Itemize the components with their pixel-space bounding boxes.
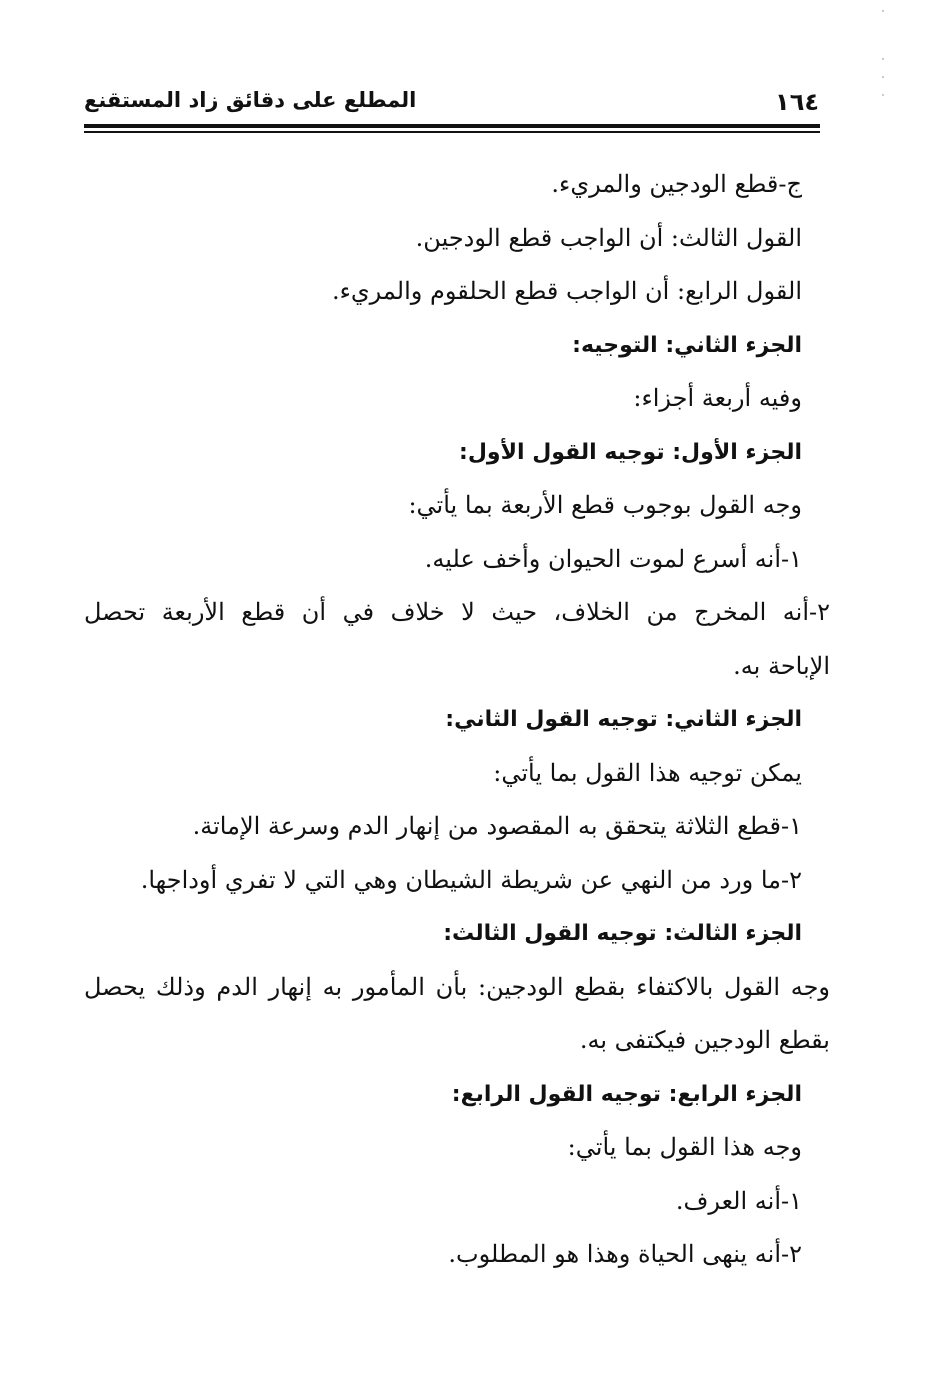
paragraph-line: يمكن توجيه هذا القول بما يأتي: — [493, 758, 802, 787]
section-heading: الجزء الرابع: توجيه القول الرابع: — [451, 1081, 802, 1107]
page-number: ١٦٤ — [775, 88, 819, 116]
paragraph-line: الإباحة به. — [733, 651, 830, 680]
section-heading: الجزء الثاني: توجيه القول الثاني: — [445, 707, 802, 732]
list-item: ٢-أنه ينهى الحياة وهذا هو المطلوب. — [448, 1240, 802, 1268]
paragraph-line: وجه القول بوجوب قطع الأربعة بما يأتي: — [408, 491, 802, 519]
paragraph-line: ج-قطع الودجين والمريء. — [551, 170, 802, 198]
list-item: ٢-أنه المخرج من الخلاف، حيث لا خلاف في أن قطع الأربعة تحصل — [84, 598, 830, 626]
header-rule-thick — [84, 124, 820, 128]
paragraph-line: وجه القول بالاكتفاء بقطع الودجين: بأن المأمور به إنهار الدم وذلك يحصل — [84, 972, 830, 1001]
paragraph-line: بقطع الودجين فيكتفى به. — [579, 1026, 830, 1054]
paragraph-line: القول الرابع: أن الواجب قطع الحلقوم والمريء. — [331, 277, 802, 305]
page-body — [84, 158, 830, 1282]
section-heading: الجزء الثاني: التوجيه: — [572, 332, 802, 358]
list-item: ١-أنه العرف. — [675, 1186, 802, 1215]
list-item: ٢-ما ورد من النهي عن شريطة الشيطان وهي التي لا تفري أوداجها. — [140, 865, 802, 894]
section-heading: الجزء الأول: توجيه القول الأول: — [459, 439, 802, 465]
header-rule-thin — [84, 131, 820, 133]
scan-marks — [882, 10, 886, 210]
paragraph-line: القول الثالث: أن الواجب قطع الودجين. — [415, 223, 802, 252]
paragraph-line: وفيه أربعة أجزاء: — [633, 384, 802, 412]
running-title: المطلع على دقائق زاد المستقنع — [84, 88, 417, 112]
paragraph-line: وجه هذا القول بما يأتي: — [567, 1133, 802, 1161]
page-header — [84, 88, 819, 122]
list-item: ١-أنه أسرع لموت الحيوان وأخف عليه. — [424, 544, 802, 573]
section-heading: الجزء الثالث: توجيه القول الثالث: — [443, 921, 802, 946]
list-item: ١-قطع الثلاثة يتحقق به المقصود من إنهار الدم وسرعة الإماتة. — [192, 812, 802, 840]
